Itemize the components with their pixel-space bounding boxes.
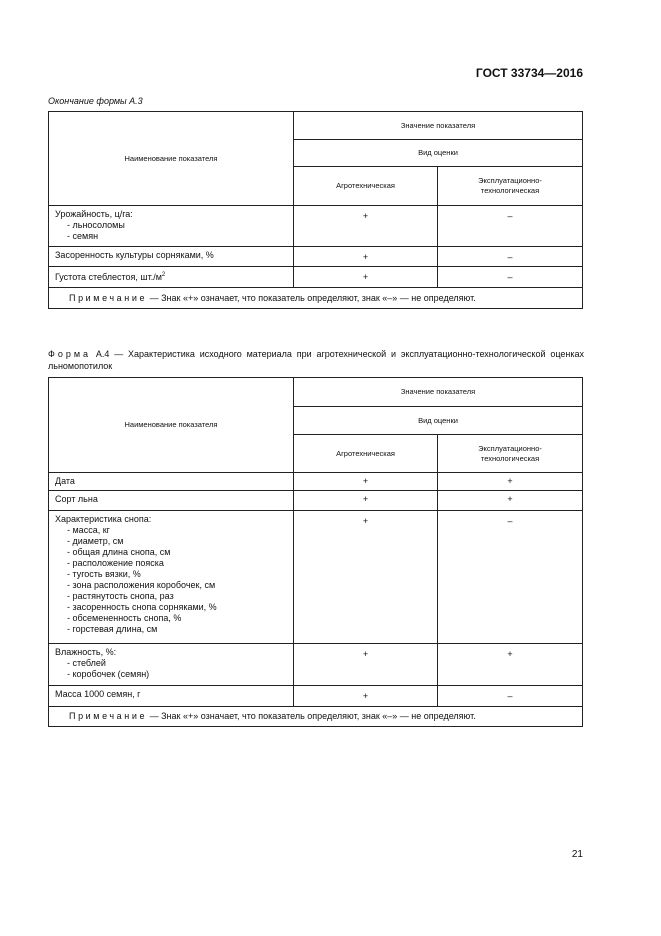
- row-name: Дата: [49, 473, 294, 491]
- expl-mark: –: [438, 267, 583, 288]
- column-header-expl: Эксплуатационно- технологическая: [438, 435, 583, 473]
- expl-mark: +: [438, 473, 583, 491]
- row-name: Густота стеблестоя, $шт./м^2$: [49, 267, 294, 288]
- form-a4-title: Форма А.4 — Характеристика исходного материала при агротехнической и эксплуатационно-технологической оценках льномопотилок: [48, 349, 584, 371]
- column-header-expl: Эксплуатационно- технологическая: [438, 167, 583, 206]
- table-row: [49, 247, 583, 267]
- column-header-agro: Агротехническая: [294, 435, 438, 473]
- table-note: Примечание — Знак «+» означает, что показатель определяют, знак «–» — не определяют.: [49, 707, 583, 727]
- agro-mark: +: [294, 491, 438, 511]
- expl-mark: +: [438, 491, 583, 511]
- expl-mark: +: [438, 644, 583, 686]
- column-header-value: Значение показателя: [294, 112, 583, 140]
- table-note-row: [49, 288, 583, 309]
- standard-code: ГОСТ 33734—2016: [475, 66, 583, 80]
- expl-mark: –: [438, 247, 583, 267]
- row-name: Масса 1000 семян, г: [49, 686, 294, 707]
- row-name: Влажность, %: - стеблей - коробочек (семян): [49, 644, 294, 686]
- agro-mark: +: [294, 644, 438, 686]
- agro-mark: +: [294, 267, 438, 288]
- table-note-row: [49, 707, 583, 727]
- row-name: Сорт льна: [49, 491, 294, 511]
- expl-mark: –: [438, 686, 583, 707]
- continuation-title: Окончание формы А.3: [48, 96, 143, 106]
- page-number: 21: [571, 849, 583, 860]
- table-row: [49, 491, 583, 511]
- agro-mark: +: [294, 247, 438, 267]
- table-row: [49, 686, 583, 707]
- column-header-name: Наименование показателя: [49, 112, 294, 206]
- column-header-agro: Агротехническая: [294, 167, 438, 206]
- agro-mark: +: [294, 206, 438, 247]
- row-name: Урожайность, ц/га: - льносоломы - семян: [49, 206, 294, 247]
- table-row: [49, 267, 583, 288]
- table-note: Примечание — Знак «+» означает, что показатель определяют, знак «–» — не определяют.: [49, 288, 583, 309]
- table-row: [49, 473, 583, 491]
- form-a3-table: [48, 111, 583, 309]
- agro-mark: +: [294, 686, 438, 707]
- row-name: Засоренность культуры сорняками, %: [49, 247, 294, 267]
- expl-mark: –: [438, 511, 583, 644]
- agro-mark: +: [294, 473, 438, 491]
- agro-mark: +: [294, 511, 438, 644]
- table-row: [49, 644, 583, 686]
- column-header-assessment-type: Вид оценки: [294, 140, 583, 167]
- expl-mark: –: [438, 206, 583, 247]
- column-header-name: Наименование показателя: [49, 378, 294, 473]
- table-row: [49, 511, 583, 644]
- column-header-assessment-type: Вид оценки: [294, 407, 583, 435]
- row-name: Характеристика снопа: - масса, кг - диаметр, см - общая длина снопа, см - расположение пояска - тугость вязки, % - зона расположения коробочек, см - растянутость снопа, раз - засоренность снопа сорняками, % - обсемененность снопа, % - горстевая длина, см: [49, 511, 294, 644]
- table-row: [49, 206, 583, 247]
- column-header-value: Значение показателя: [294, 378, 583, 407]
- form-a4-table: [48, 377, 583, 727]
